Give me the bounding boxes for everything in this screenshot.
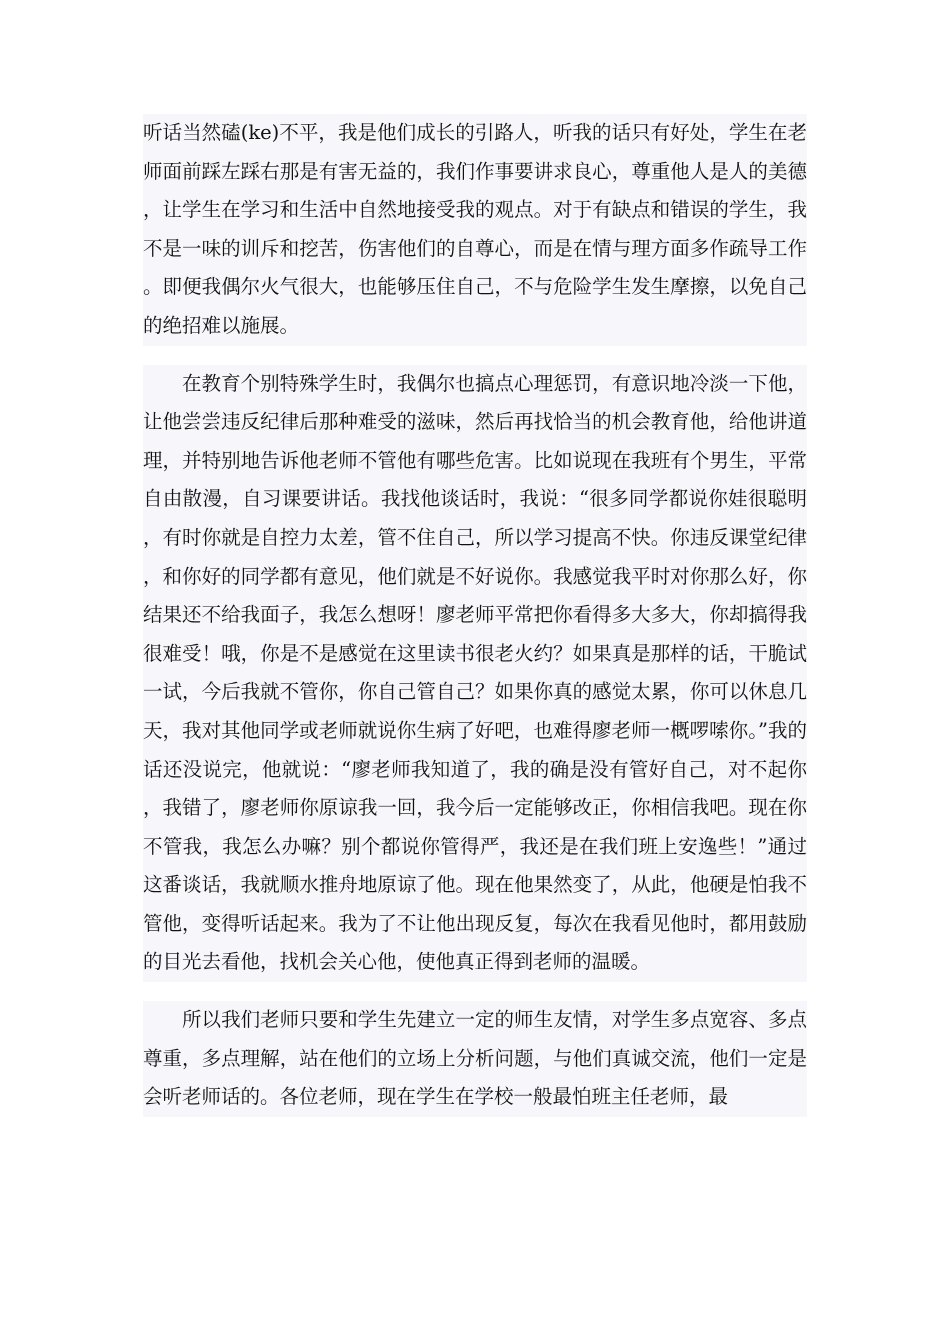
body-text bbox=[143, 114, 807, 1117]
paragraph-3: 所以我们老师只要和学生先建立一定的师生友情，对学生多点宽容、多点尊重，多点理解，站在他们的立场上分析问题，与他们真诚交流，他们一定是会听老师话的。各位老师，现在学生在学校一般最怕班主任老师，最 bbox=[143, 1001, 807, 1117]
paragraph-1: 听话当然磕(ke)不平，我是他们成长的引路人，听我的话只有好处，学生在老师面前踩左踩右那是有害无益的，我们作事要讲求良心，尊重他人是人的美德，让学生在学习和生活中自然地接受我的观点。对于有缺点和错误的学生，我不是一味的训斥和挖苦，伤害他们的自尊心，而是在情与理方面多作疏导工作。即便我偶尔火气很大，也能够压住自己，不与危险学生发生摩擦，以免自己的绝招难以施展。 bbox=[143, 114, 807, 346]
paragraph-2: 在教育个别特殊学生时，我偶尔也搞点心理惩罚，有意识地冷淡一下他，让他尝尝违反纪律后那种难受的滋味，然后再找恰当的机会教育他，给他讲道理，并特别地告诉他老师不管他有哪些危害。比如说现在我班有个男生，平常自由散漫，自习课要讲话。我找他谈话时，我说：“很多同学都说你娃很聪明，有时你就是自控力太差，管不住自己，所以学习提高不快。你违反课堂纪律，和你好的同学都有意见，他们就是不好说你。我感觉我平时对你那么好，你结果还不给我面子，我怎么想呀！廖老师平常把你看得多大多大，你却搞得我很难受！哦，你是不是感觉在这里读书很老火约？如果真是那样的话，干脆试一试，今后我就不管你，你自己管自己？如果你真的感觉太累，你可以休息几天，我对其他同学或老师就说你生病了好吧，也难得廖老师一概啰嗦你。”我的话还没说完，他就说：“廖老师我知道了，我的确是没有管好自己，对不起你，我错了，廖老师你原谅我一回，我今后一定能够改正，你相信我吧。现在你不管我，我怎么办嘛？别个都说你管得严，我还是在我们班上安逸些！”通过这番谈话，我就顺水推舟地原谅了他。现在他果然变了，从此，他硬是怕我不管他，变得听话起来。我为了不让他出现反复，每次在我看见他时，都用鼓励的目光去看他，找机会关心他，使他真正得到老师的温暖。 bbox=[143, 365, 807, 983]
